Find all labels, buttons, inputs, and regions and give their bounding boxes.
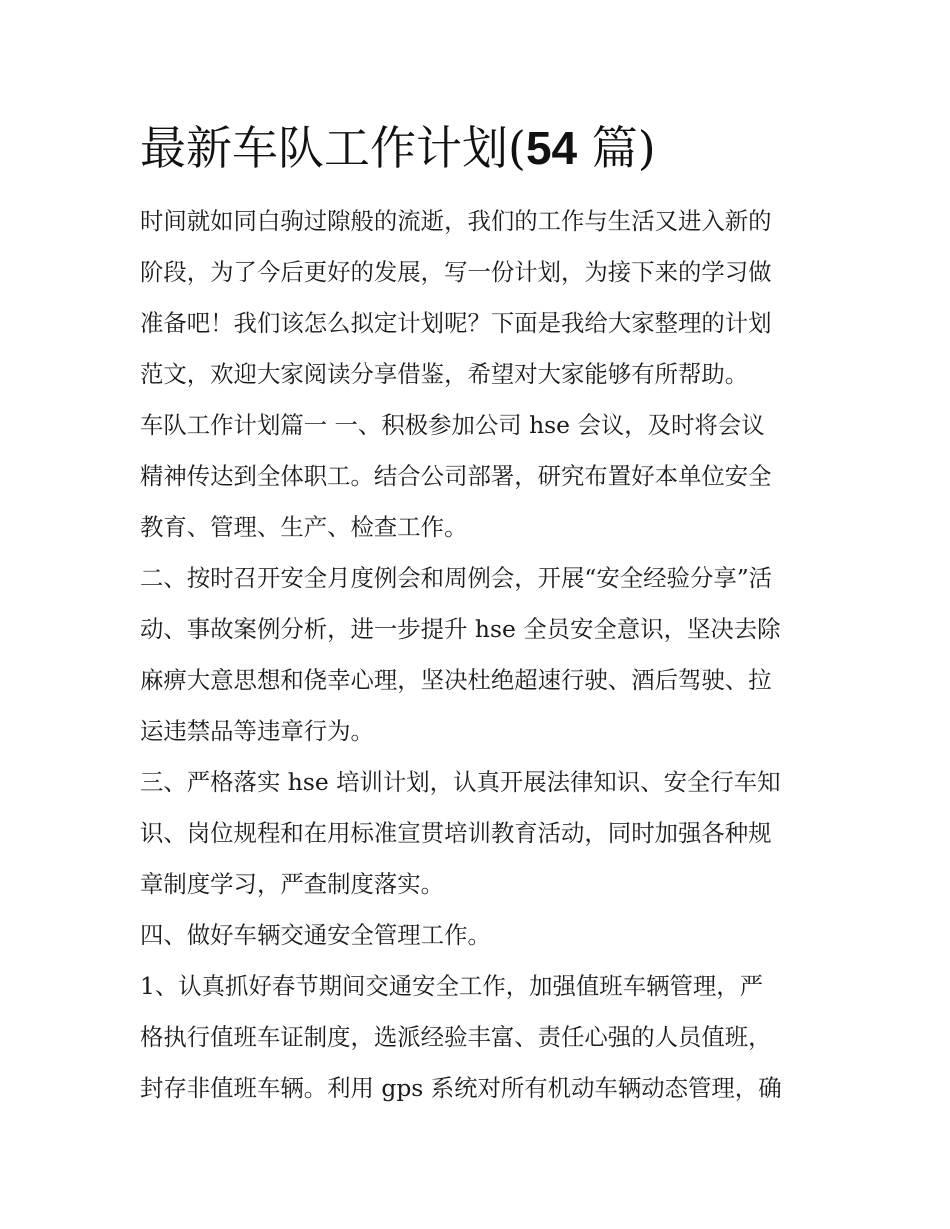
text-line: 识、岗位规程和在用标准宣贯培训教育活动，同时加强各种规: [140, 819, 772, 847]
text-line: 格执行值班车证制度，选派经验丰富、责任心强的人员值班，: [140, 1023, 772, 1051]
text-line: 动、事故案例分析，进一步提升 hse 全员安全意识，坚决去除: [140, 615, 781, 643]
text-line: 三、严格落实 hse 培训计划，认真开展法律知识、安全行车知: [140, 768, 781, 796]
text-line: 章制度学习，严查制度落实。: [140, 870, 445, 898]
text-line: 封存非值班车辆。利用 gps 系统对所有机动车辆动态管理，确: [140, 1074, 782, 1102]
text-line: 麻痹大意思想和侥幸心理，坚决杜绝超速行驶、酒后驾驶、拉: [140, 666, 772, 694]
title-suffix: 篇): [577, 121, 656, 175]
document-title: [140, 118, 656, 178]
paragraph-item-1: [140, 400, 812, 553]
text-line: 精神传达到全体职工。结合公司部署，研究布置好本单位安全: [140, 462, 772, 490]
paragraph-item-3: [140, 757, 812, 910]
text-line: 阶段，为了今后更好的发展，写一份计划，为接下来的学习做: [140, 258, 772, 286]
text-line: 1、认真抓好春节期间交通安全工作，加强值班车辆管理，严: [140, 972, 764, 1000]
text-line: 车队工作计划篇一 一、积极参加公司 hse 会议，及时将会议: [140, 411, 765, 439]
text-line: 准备吧！我们该怎么拟定计划呢？下面是我给大家整理的计划: [140, 309, 772, 337]
title-text: 最新车队工作计划(: [140, 121, 526, 175]
text-line: 二、按时召开安全月度例会和周例会，开展“安全经验分享”活: [140, 564, 773, 592]
text-line: 运违禁品等违章行为。: [140, 717, 374, 745]
document-body: [140, 196, 812, 1114]
title-count: 54: [525, 122, 578, 174]
paragraph-intro: [140, 196, 812, 400]
text-line: 时间就如同白驹过隙般的流逝，我们的工作与生活又进入新的: [140, 207, 772, 235]
paragraph-item-4-1: [140, 961, 812, 1114]
paragraph-item-4: [140, 910, 812, 961]
text-line: 教育、管理、生产、检查工作。: [140, 513, 468, 541]
text-line: 四、做好车辆交通安全管理工作。: [140, 921, 491, 949]
paragraph-item-2: [140, 553, 812, 757]
text-line: 范文，欢迎大家阅读分享借鉴，希望对大家能够有所帮助。: [140, 360, 749, 388]
